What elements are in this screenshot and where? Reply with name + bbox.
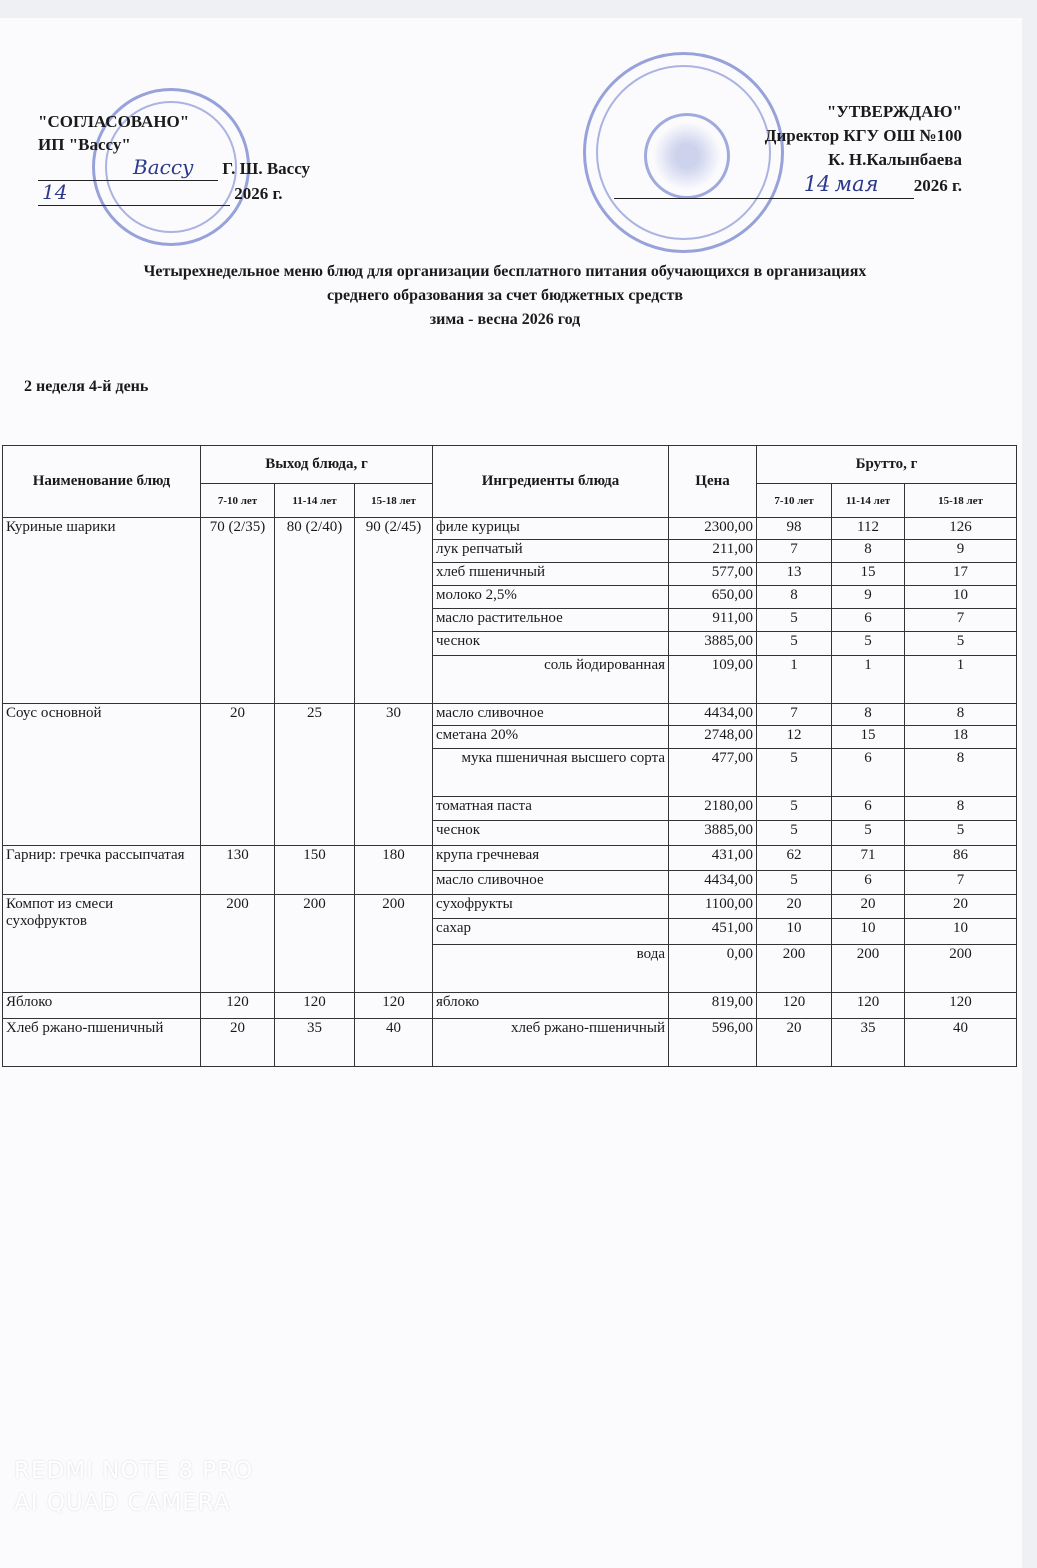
ingredient-cell: чеснок <box>433 632 669 656</box>
dish-yield-cell: 40 <box>355 1019 433 1067</box>
ingredient-cell: мука пшеничная высшего сорта <box>433 749 669 797</box>
dish-yield-cell: 25 <box>275 704 355 846</box>
document-title <box>30 260 980 332</box>
ingredient-cell: томатная паста <box>433 797 669 821</box>
header-yield-age-1: 7-10 лет <box>201 484 275 518</box>
dish-yield-cell: 130 <box>201 846 275 895</box>
gross-cell: 86 <box>905 846 1017 871</box>
date-day-right: 14 <box>803 172 831 196</box>
gross-cell: 120 <box>832 993 905 1019</box>
table-row <box>3 518 1017 540</box>
gross-cell: 200 <box>905 945 1017 993</box>
menu-table <box>2 445 1017 1067</box>
dish-yield-cell: 200 <box>275 895 355 993</box>
gross-cell: 8 <box>832 704 905 726</box>
header-gross: Брутто, г <box>757 446 1017 484</box>
gross-cell: 6 <box>832 871 905 895</box>
dish-yield-cell: 120 <box>275 993 355 1019</box>
gross-cell: 98 <box>757 518 832 540</box>
ingredient-cell: сахар <box>433 919 669 945</box>
gross-cell: 112 <box>832 518 905 540</box>
watermark-line-2: AI QUAD CAMERA <box>14 1490 231 1516</box>
gross-cell: 6 <box>832 609 905 632</box>
gross-cell: 5 <box>757 609 832 632</box>
date-line-right <box>614 172 914 199</box>
header-gross-age-2: 11-14 лет <box>832 484 905 518</box>
gross-cell: 200 <box>757 945 832 993</box>
signature-line-left <box>38 156 218 181</box>
ingredient-cell: лук репчатый <box>433 540 669 563</box>
header-yield-age-3: 15-18 лет <box>355 484 433 518</box>
gross-cell: 18 <box>905 726 1017 749</box>
gross-cell: 1 <box>757 656 832 704</box>
gross-cell: 20 <box>757 895 832 919</box>
title-line-2: среднего образования за счет бюджетных средств <box>327 287 683 304</box>
ingredient-cell: яблоко <box>433 993 669 1019</box>
price-cell: 2180,00 <box>669 797 757 821</box>
gross-cell: 126 <box>905 518 1017 540</box>
dish-name-cell: Соус основной <box>3 704 201 846</box>
gross-cell: 5 <box>757 871 832 895</box>
gross-cell: 5 <box>905 821 1017 846</box>
table-row <box>3 1019 1017 1067</box>
gross-cell: 12 <box>757 726 832 749</box>
gross-cell: 7 <box>757 540 832 563</box>
header-gross-age-1: 7-10 лет <box>757 484 832 518</box>
gross-cell: 10 <box>757 919 832 945</box>
table-row <box>3 895 1017 919</box>
ingredient-cell: сметана 20% <box>433 726 669 749</box>
gross-cell: 8 <box>905 749 1017 797</box>
gross-cell: 5 <box>832 821 905 846</box>
gross-cell: 5 <box>757 632 832 656</box>
approval-left-year: 2026 г. <box>234 184 283 203</box>
approval-right-heading: "УТВЕРЖДАЮ" <box>826 102 962 121</box>
header-yield: Выход блюда, г <box>201 446 433 484</box>
gross-cell: 8 <box>832 540 905 563</box>
ingredient-cell: хлеб пшеничный <box>433 563 669 586</box>
price-cell: 1100,00 <box>669 895 757 919</box>
price-cell: 0,00 <box>669 945 757 993</box>
dish-name-cell: Куриные шарики <box>3 518 201 704</box>
gross-cell: 1 <box>905 656 1017 704</box>
approval-left-heading: "СОГЛАСОВАНО" <box>38 112 190 131</box>
gross-cell: 120 <box>757 993 832 1019</box>
price-cell: 2748,00 <box>669 726 757 749</box>
menu-table-body <box>3 518 1017 1067</box>
approval-right-block <box>614 100 962 199</box>
signature-left: Вассу <box>133 155 194 179</box>
price-cell: 4434,00 <box>669 704 757 726</box>
ingredient-cell: чеснок <box>433 821 669 846</box>
gross-cell: 20 <box>832 895 905 919</box>
gross-cell: 10 <box>832 919 905 945</box>
dish-name-cell: Гарнир: гречка рассыпчатая <box>3 846 201 895</box>
dish-yield-cell: 120 <box>201 993 275 1019</box>
gross-cell: 9 <box>832 586 905 609</box>
gross-cell: 5 <box>905 632 1017 656</box>
gross-cell: 62 <box>757 846 832 871</box>
gross-cell: 20 <box>905 895 1017 919</box>
gross-cell: 6 <box>832 749 905 797</box>
price-cell: 3885,00 <box>669 821 757 846</box>
gross-cell: 15 <box>832 563 905 586</box>
gross-cell: 5 <box>757 821 832 846</box>
approval-left-name: Г. Ш. Вассу <box>222 159 311 178</box>
title-line-1: Четырехнедельное меню блюд для организации бесплатного питания обучающихся в организациях <box>143 263 867 280</box>
gross-cell: 8 <box>905 704 1017 726</box>
approval-right-position: Директор КГУ ОШ №100 <box>764 126 962 145</box>
table-row <box>3 846 1017 871</box>
week-day-label: 2 неделя 4-й день <box>24 378 149 395</box>
ingredient-cell: молоко 2,5% <box>433 586 669 609</box>
gross-cell: 7 <box>905 609 1017 632</box>
price-cell: 3885,00 <box>669 632 757 656</box>
price-cell: 109,00 <box>669 656 757 704</box>
price-cell: 596,00 <box>669 1019 757 1067</box>
date-day-left: 14 <box>42 180 68 204</box>
gross-cell: 5 <box>832 632 905 656</box>
dish-yield-cell: 35 <box>275 1019 355 1067</box>
gross-cell: 20 <box>757 1019 832 1067</box>
gross-cell: 5 <box>757 749 832 797</box>
camera-watermark <box>14 1455 253 1519</box>
dish-yield-cell: 20 <box>201 704 275 846</box>
header-price: Цена <box>669 446 757 518</box>
gross-cell: 10 <box>905 586 1017 609</box>
gross-cell: 7 <box>757 704 832 726</box>
title-line-3: зима - весна 2026 год <box>429 311 581 328</box>
gross-cell: 8 <box>905 797 1017 821</box>
header-yield-age-2: 11-14 лет <box>275 484 355 518</box>
price-cell: 577,00 <box>669 563 757 586</box>
ingredient-cell: хлеб ржано-пшеничный <box>433 1019 669 1067</box>
approval-right-year: 2026 г. <box>913 176 962 195</box>
price-cell: 819,00 <box>669 993 757 1019</box>
ingredient-cell: масло растительное <box>433 609 669 632</box>
dish-yield-cell: 20 <box>201 1019 275 1067</box>
gross-cell: 200 <box>832 945 905 993</box>
header-gross-age-3: 15-18 лет <box>905 484 1017 518</box>
dish-yield-cell: 200 <box>201 895 275 993</box>
gross-cell: 5 <box>757 797 832 821</box>
gross-cell: 40 <box>905 1019 1017 1067</box>
gross-cell: 17 <box>905 563 1017 586</box>
dish-yield-cell: 30 <box>355 704 433 846</box>
dish-yield-cell: 90 (2/45) <box>355 518 433 704</box>
gross-cell: 15 <box>832 726 905 749</box>
price-cell: 4434,00 <box>669 871 757 895</box>
gross-cell: 1 <box>832 656 905 704</box>
price-cell: 650,00 <box>669 586 757 609</box>
ingredient-cell: масло сливочное <box>433 704 669 726</box>
price-cell: 2300,00 <box>669 518 757 540</box>
gross-cell: 13 <box>757 563 832 586</box>
price-cell: 451,00 <box>669 919 757 945</box>
price-cell: 477,00 <box>669 749 757 797</box>
ingredient-cell: вода <box>433 945 669 993</box>
gross-cell: 9 <box>905 540 1017 563</box>
gross-cell: 8 <box>757 586 832 609</box>
gross-cell: 6 <box>832 797 905 821</box>
dish-yield-cell: 180 <box>355 846 433 895</box>
header-dish: Наименование блюд <box>3 446 201 518</box>
approval-right-name: К. Н.Калынбаева <box>828 150 962 169</box>
price-cell: 211,00 <box>669 540 757 563</box>
dish-yield-cell: 120 <box>355 993 433 1019</box>
price-cell: 911,00 <box>669 609 757 632</box>
dish-name-cell: Компот из смеси сухофруктов <box>3 895 201 993</box>
ingredient-cell: соль йодированная <box>433 656 669 704</box>
dish-name-cell: Яблоко <box>3 993 201 1019</box>
table-row <box>3 993 1017 1019</box>
ingredient-cell: крупа гречневая <box>433 846 669 871</box>
gross-cell: 120 <box>905 993 1017 1019</box>
ingredient-cell: масло сливочное <box>433 871 669 895</box>
approval-left-block <box>38 110 310 206</box>
header-ingredients: Ингредиенты блюда <box>433 446 669 518</box>
gross-cell: 35 <box>832 1019 905 1067</box>
approval-left-org: ИП "Вассу" <box>38 135 131 154</box>
dish-yield-cell: 80 (2/40) <box>275 518 355 704</box>
ingredient-cell: сухофрукты <box>433 895 669 919</box>
dish-yield-cell: 70 (2/35) <box>201 518 275 704</box>
ingredient-cell: филе курицы <box>433 518 669 540</box>
date-month-right: мая <box>834 172 879 196</box>
price-cell: 431,00 <box>669 846 757 871</box>
gross-cell: 71 <box>832 846 905 871</box>
dish-yield-cell: 150 <box>275 846 355 895</box>
date-line-left <box>38 181 230 206</box>
dish-yield-cell: 200 <box>355 895 433 993</box>
gross-cell: 7 <box>905 871 1017 895</box>
table-row <box>3 704 1017 726</box>
watermark-line-1: REDMI NOTE 8 PRO <box>14 1458 254 1484</box>
dish-name-cell: Хлеб ржано-пшеничный <box>3 1019 201 1067</box>
gross-cell: 10 <box>905 919 1017 945</box>
